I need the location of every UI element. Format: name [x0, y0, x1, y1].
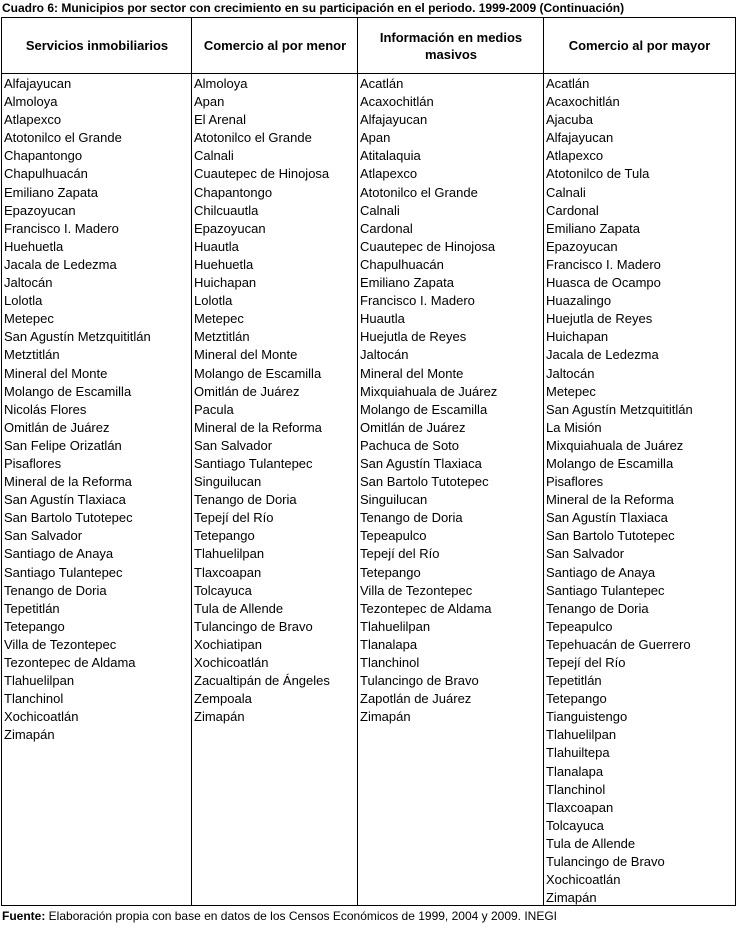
- municipality-item: Calnali: [360, 202, 400, 218]
- municipality-item: Santiago Tulantepec: [194, 455, 313, 471]
- municipality-list: [192, 74, 357, 726]
- municipality-item: San Agustín Tlaxiaca: [360, 455, 482, 471]
- municipality-item: Emiliano Zapata: [360, 275, 454, 291]
- municipality-item: Tula de Allende: [194, 600, 284, 616]
- municipality-item: Atotonilco el Grande: [4, 130, 122, 146]
- municipality-item: Lolotla: [4, 293, 43, 309]
- column-header-comercio-menor: Comercio al por menor: [203, 38, 347, 53]
- municipality-item: San Agustín Tlaxiaca: [546, 510, 668, 526]
- municipality-item: Tolcayuca: [194, 582, 252, 598]
- municipality-item: Metepec: [546, 383, 596, 399]
- municipality-item: Omitlán de Juárez: [194, 383, 300, 399]
- municipality-item: Atotonilco de Tula: [546, 166, 650, 182]
- municipality-item: Tlanchinol: [4, 691, 64, 707]
- municipality-item: San Agustín Metzquititlán: [546, 401, 693, 417]
- municipality-item: Tlanchinol: [360, 655, 420, 670]
- source-label: Fuente:: [2, 909, 46, 923]
- municipality-item: Ajacuba: [546, 112, 593, 128]
- municipality-item: Cuautepec de Hinojosa: [360, 238, 496, 254]
- municipality-item: El Arenal: [194, 112, 247, 128]
- municipality-item: Tlahuelilpan: [4, 673, 75, 689]
- municipality-item: Tianguistengo: [546, 709, 628, 725]
- municipality-item: Villa de Tezontepec: [4, 636, 117, 652]
- table-title: Cuadro 6: Municipios por sector con crecimiento en su participación en el periodo. 1999-2009 (Continuación): [2, 1, 625, 15]
- municipality-item: San Salvador: [546, 546, 625, 562]
- municipality-item: Pachuca de Soto: [360, 437, 460, 453]
- municipality-item: Villa de Tezontepec: [360, 582, 473, 598]
- column-header-servicios-inmobiliarios: Servicios inmobiliarios: [25, 38, 169, 53]
- municipality-item: Jaltocán: [4, 275, 53, 291]
- municipality-item: Huazalingo: [546, 293, 612, 309]
- municipality-item: Apan: [360, 130, 391, 146]
- municipality-item: Tepeapulco: [360, 528, 427, 544]
- municipality-item: Singuilucan: [194, 474, 262, 490]
- municipality-item: Chapulhuacán: [4, 166, 88, 182]
- municipality-item: Santiago Tulantepec: [4, 564, 123, 580]
- municipality-item: San Bartolo Tutotepec: [4, 510, 133, 526]
- municipality-item: Metepec: [194, 311, 244, 327]
- municipality-item: Tezontepec de Aldama: [360, 600, 492, 616]
- municipality-item: Metztitlán: [4, 347, 60, 363]
- municipality-item: Mineral de la Reforma: [194, 419, 322, 435]
- municipality-item: Lolotla: [194, 293, 233, 309]
- municipality-item: Tlanalapa: [360, 636, 418, 652]
- source-text: Elaboración propia con base en datos de los Censos Económicos de 1999, 2004 y 2009. INEGI: [45, 909, 558, 923]
- municipality-item: Chilcuautla: [194, 202, 259, 218]
- municipality-item: Mineral de la Reforma: [4, 474, 132, 490]
- municipality-item: Epazoyucan: [194, 220, 266, 236]
- municipality-item: Molango de Escamilla: [360, 401, 488, 417]
- municipality-item: Tepetitlán: [4, 600, 60, 616]
- municipality-item: Jaltocán: [360, 347, 409, 363]
- municipality-item: Epazoyucan: [546, 238, 618, 254]
- municipality-item: Acaxochitlán: [546, 94, 620, 110]
- municipality-item: Santiago de Anaya: [546, 564, 656, 580]
- municipality-item: Molango de Escamilla: [4, 383, 132, 399]
- column-comercio-mayor: [544, 74, 735, 905]
- municipality-list: [2, 74, 191, 744]
- municipality-item: Francisco I. Madero: [360, 293, 475, 309]
- municipality-item: Mixquiahuala de Juárez: [360, 383, 498, 399]
- municipality-item: Huehuetla: [4, 238, 64, 254]
- municipality-item: Tlahuiltepa: [546, 745, 610, 761]
- municipality-item: Tepeapulco: [546, 618, 613, 634]
- municipality-item: Tenango de Doria: [360, 510, 463, 526]
- municipality-list: [358, 74, 543, 726]
- municipality-item: Tepejí del Río: [360, 546, 440, 562]
- municipality-item: Pisaflores: [4, 455, 62, 471]
- municipality-item: Zimapán: [360, 709, 411, 725]
- column-comercio-menor: [192, 74, 357, 905]
- municipality-item: Chapulhuacán: [360, 256, 444, 272]
- municipality-item: Molango de Escamilla: [194, 365, 322, 381]
- municipality-item: Atlapexco: [360, 166, 418, 182]
- municipality-item: Jacala de Ledezma: [4, 256, 117, 272]
- municipality-item: Tezontepec de Aldama: [4, 655, 136, 670]
- municipality-list: [544, 74, 735, 907]
- municipality-item: Atlapexco: [4, 112, 62, 128]
- municipality-item: Cardonal: [546, 202, 599, 218]
- municipality-item: San Salvador: [4, 528, 83, 544]
- municipality-item: San Felipe Orizatlán: [4, 437, 122, 453]
- municipality-item: Tula de Allende: [546, 835, 636, 851]
- municipality-item: Pisaflores: [546, 474, 604, 490]
- municipality-item: Tetepango: [360, 564, 421, 580]
- municipality-item: Xochicoatlán: [546, 872, 621, 888]
- municipality-item: San Agustín Metzquititlán: [4, 329, 151, 345]
- source-note: [2, 909, 557, 923]
- municipality-item: Huautla: [360, 311, 405, 327]
- municipality-item: Apan: [194, 94, 225, 110]
- municipality-item: Huichapan: [546, 329, 609, 345]
- municipality-item: Almoloya: [194, 76, 248, 91]
- municipality-item: Emiliano Zapata: [4, 184, 98, 200]
- municipality-item: Cuautepec de Hinojosa: [194, 166, 330, 182]
- municipality-item: Francisco I. Madero: [4, 220, 119, 236]
- municipality-item: Atotonilco el Grande: [360, 184, 478, 200]
- municipality-item: Tlanalapa: [546, 763, 604, 779]
- municipality-item: San Agustín Tlaxiaca: [4, 492, 126, 508]
- municipality-item: Tlahuelilpan: [194, 546, 265, 562]
- municipality-item: La Misión: [546, 419, 602, 435]
- column-informacion-medios: [358, 74, 543, 905]
- municipality-item: Alfajayucan: [546, 130, 614, 146]
- municipality-item: Chapantongo: [4, 148, 83, 164]
- municipality-item: Mixquiahuala de Juárez: [546, 437, 684, 453]
- municipality-item: Tulancingo de Bravo: [546, 854, 665, 870]
- municipality-item: Zacualtipán de Ángeles: [194, 673, 330, 689]
- municipality-item: Epazoyucan: [4, 202, 76, 218]
- municipality-item: Jaltocán: [546, 365, 595, 381]
- municipality-item: Pacula: [194, 401, 234, 417]
- municipality-item: Tolcayuca: [546, 817, 604, 833]
- municipality-item: Xochicoatlán: [4, 709, 79, 725]
- municipality-item: Santiago Tulantepec: [546, 582, 665, 598]
- municipality-item: Metztitlán: [194, 329, 250, 345]
- municipality-item: Omitlán de Juárez: [360, 419, 466, 435]
- municipality-item: Almoloya: [4, 94, 58, 110]
- municipality-item: Huasca de Ocampo: [546, 275, 661, 291]
- municipality-item: Tlahuelilpan: [546, 727, 617, 743]
- municipality-item: Atotonilco el Grande: [194, 130, 312, 146]
- municipality-item: Tepetitlán: [546, 673, 602, 689]
- municipality-item: Alfajayucan: [4, 76, 72, 91]
- municipality-item: Zapotlán de Juárez: [360, 691, 472, 707]
- municipality-item: Tenango de Doria: [4, 582, 107, 598]
- municipality-item: Metepec: [4, 311, 54, 327]
- municipality-item: Jacala de Ledezma: [546, 347, 659, 363]
- municipality-item: Tlahuelilpan: [360, 618, 431, 634]
- municipality-item: Francisco I. Madero: [546, 256, 661, 272]
- municipality-item: Huautla: [194, 238, 239, 254]
- column-header-comercio-mayor: Comercio al por mayor: [568, 38, 711, 53]
- municipality-item: Zempoala: [194, 691, 252, 707]
- municipality-item: Emiliano Zapata: [546, 220, 640, 236]
- municipality-item: Zimapán: [4, 727, 55, 743]
- municipality-item: Mineral del Monte: [4, 365, 108, 381]
- municipality-item: Tepejí del Río: [194, 510, 274, 526]
- municipality-item: Tetepango: [4, 618, 65, 634]
- municipality-item: Xochicoatlán: [194, 655, 269, 670]
- municipality-item: Tepehuacán de Guerrero: [546, 636, 691, 652]
- municipality-item: Zimapán: [546, 890, 597, 906]
- municipality-item: Tenango de Doria: [546, 600, 649, 616]
- municipality-item: Nicolás Flores: [4, 401, 87, 417]
- municipality-item: Tenango de Doria: [194, 492, 297, 508]
- municipality-item: Santiago de Anaya: [4, 546, 114, 562]
- municipality-item: Cardonal: [360, 220, 413, 236]
- column-header-informacion-medios: Información en medios masivos: [379, 29, 523, 62]
- municipality-item: Calnali: [194, 148, 234, 164]
- municipality-item: Alfajayucan: [360, 112, 428, 128]
- municipality-item: Atitalaquia: [360, 148, 421, 164]
- municipality-item: Acatlán: [546, 76, 590, 91]
- municipality-item: Tepejí del Río: [546, 655, 626, 670]
- municipality-item: Tulancingo de Bravo: [194, 618, 313, 634]
- municipality-item: Calnali: [546, 184, 586, 200]
- municipality-item: Acatlán: [360, 76, 404, 91]
- municipality-item: Xochiatipan: [194, 636, 262, 652]
- municipality-item: Tetepango: [546, 691, 607, 707]
- municipality-item: Singuilucan: [360, 492, 428, 508]
- municipality-item: Omitlán de Juárez: [4, 419, 110, 435]
- municipality-item: Mineral del Monte: [194, 347, 298, 363]
- municipality-item: Tlanchinol: [546, 781, 606, 797]
- table-header-row: [2, 18, 735, 74]
- municipality-item: Huejutla de Reyes: [546, 311, 653, 327]
- municipality-item: San Bartolo Tutotepec: [360, 474, 489, 490]
- municipality-item: Huejutla de Reyes: [360, 329, 467, 345]
- municipality-item: San Salvador: [194, 437, 273, 453]
- municipality-item: Acaxochitlán: [360, 94, 434, 110]
- municipality-item: Chapantongo: [194, 184, 273, 200]
- municipality-item: San Bartolo Tutotepec: [546, 528, 675, 544]
- municipality-item: Tlaxcoapan: [546, 799, 614, 815]
- municipality-item: Mineral de la Reforma: [546, 492, 674, 508]
- municipality-item: Tlaxcoapan: [194, 564, 262, 580]
- municipalities-table: [1, 17, 736, 906]
- municipality-item: Huichapan: [194, 275, 257, 291]
- municipality-item: Tulancingo de Bravo: [360, 673, 479, 689]
- municipality-item: Tetepango: [194, 528, 255, 544]
- municipality-item: Atlapexco: [546, 148, 604, 164]
- municipality-item: Zimapán: [194, 709, 245, 725]
- column-servicios-inmobiliarios: [2, 74, 191, 905]
- municipality-item: Mineral del Monte: [360, 365, 464, 381]
- municipality-item: Huehuetla: [194, 256, 254, 272]
- municipality-item: Molango de Escamilla: [546, 455, 674, 471]
